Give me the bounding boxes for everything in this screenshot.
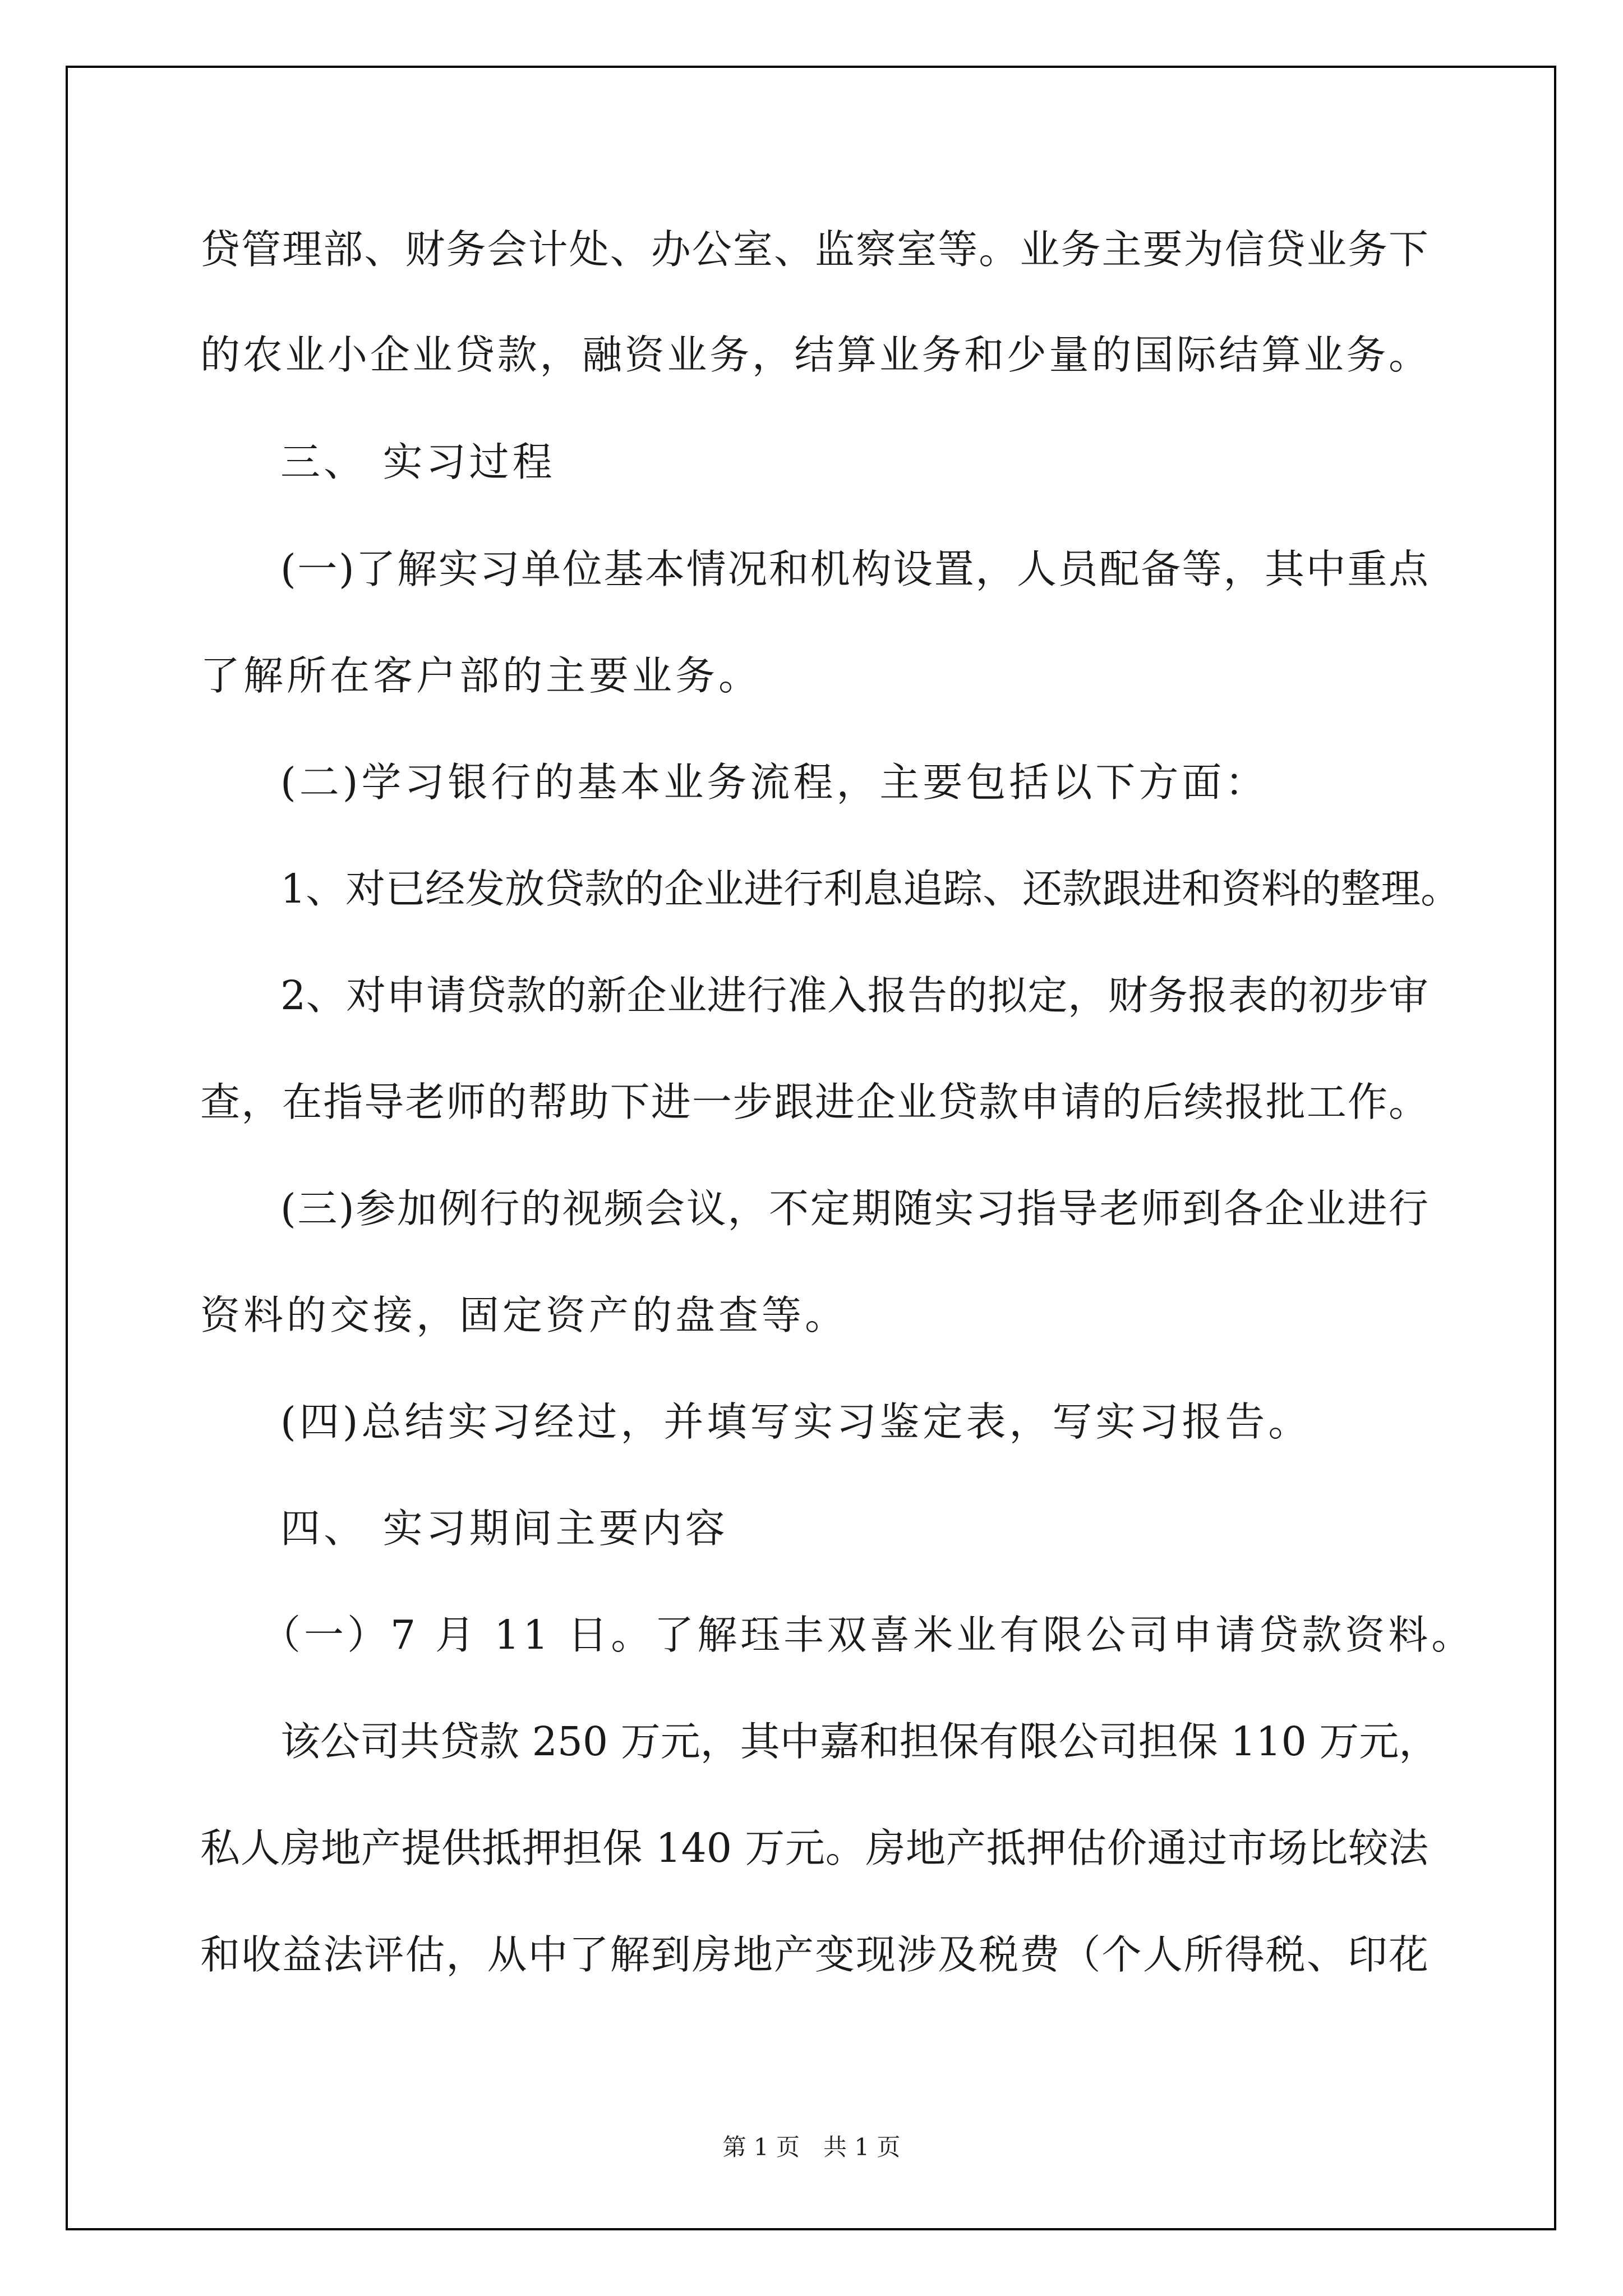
body-line-5: 了解所在客户部的主要业务。 — [200, 652, 762, 699]
body-line-2: 的农业小企业贷款，融资业务，结算业务和少量的国际结算业务。 — [200, 332, 1428, 378]
body-line-15: 该公司共贷款 250 万元，其中嘉和担保有限公司担保 110 万元， — [280, 1718, 1439, 1765]
page-border — [66, 66, 1556, 2230]
body-line-12: (四)总结实习经过，并填写实习鉴定表，写实习报告。 — [280, 1398, 1312, 1445]
body-line-10: (三)参加例行的视频会议，不定期随实习指导老师到各企业进行 — [280, 1185, 1428, 1232]
page-number-footer: 第 1 页 共 1 页 — [722, 2133, 901, 2161]
body-line-17: 和收益法评估，从中了解到房地产变现涉及税费（个人所得税、印花 — [200, 1931, 1428, 1978]
body-line-6: (二)学习银行的基本业务流程，主要包括以下方面： — [280, 759, 1269, 806]
body-line-9: 查，在指导老师的帮助下进一步跟进企业贷款申请的后续报批工作。 — [200, 1079, 1428, 1125]
body-line-16: 私人房地产提供抵押担保 140 万元。房地产抵押估价通过市场比较法 — [200, 1825, 1428, 1871]
body-line-4: (一)了解实习单位基本情况和机构设置，人员配备等，其中重点 — [280, 546, 1428, 592]
body-line-14: （一）7 月 11 日。了解珏丰双喜米业有限公司申请贷款资料。 — [261, 1612, 1475, 1658]
body-line-1: 贷管理部、财务会计处、办公室、监察室等。业务主要为信贷业务下 — [200, 226, 1428, 273]
section-heading-4: 四、 实习期间主要内容 — [280, 1505, 728, 1552]
body-line-7: 1、对已经发放贷款的企业进行利息追踪、还款跟进和资料的整理。 — [280, 866, 1461, 912]
body-line-8: 2、对申请贷款的新企业进行准入报告的拟定，财务报表的初步审 — [280, 972, 1428, 1019]
section-heading-3: 三、 实习过程 — [280, 439, 556, 485]
body-line-11: 资料的交接，固定资产的盘查等。 — [200, 1292, 849, 1338]
